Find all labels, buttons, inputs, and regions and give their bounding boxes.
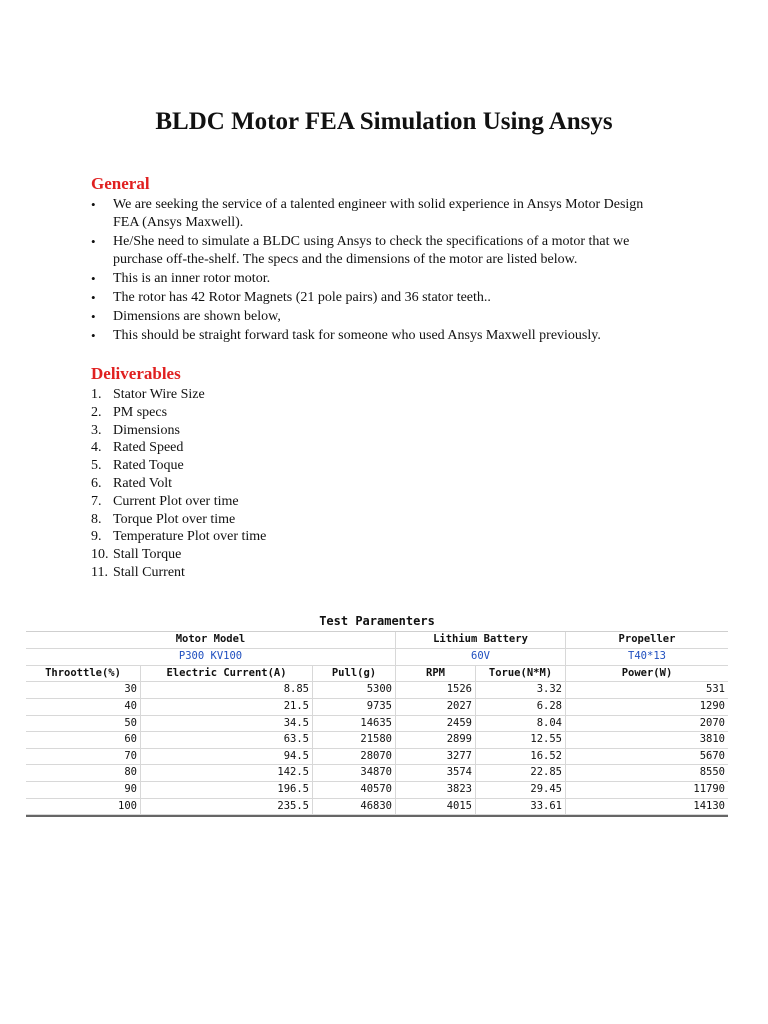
table-cell: 3574 — [396, 765, 476, 781]
deliverable-text: Temperature Plot over time — [113, 529, 267, 545]
col-pull: Pull(g) — [313, 666, 396, 682]
table-cell: 22.85 — [476, 765, 566, 781]
col-torque: Torue(N*M) — [476, 666, 566, 682]
bullet-text: We are seeking the service of a talented engineer with solid experience in Ansys Motor Design FEA (Ansys Maxwell). — [113, 197, 644, 230]
deliverable-number: 11. — [91, 564, 108, 580]
deliverable-text: Stall Torque — [113, 547, 182, 563]
table-cell: 46830 — [313, 799, 396, 815]
table-cell: 2899 — [396, 732, 476, 748]
table-cell: 3810 — [699, 733, 725, 746]
deliverables-heading: Deliverables — [91, 364, 181, 383]
general-bullet-item — [91, 327, 671, 345]
table-cell: 8.04 — [476, 716, 566, 732]
group-propeller: Propeller — [618, 633, 676, 645]
table-row — [26, 699, 728, 716]
deliverables-list — [91, 386, 491, 582]
deliverable-item — [91, 564, 491, 582]
deliverable-number: 2. — [91, 404, 102, 420]
table-cell: 94.5 — [141, 749, 313, 765]
deliverable-number: 9. — [91, 529, 102, 545]
bullet-icon: • — [91, 309, 96, 324]
table-header-row — [26, 666, 728, 683]
deliverable-number: 8. — [91, 511, 102, 527]
table-cell: 40 — [26, 699, 141, 715]
group-lithium-battery: Lithium Battery — [396, 632, 566, 648]
deliverable-item — [91, 439, 491, 457]
table-cell: 8550 — [699, 766, 725, 779]
table-cell: 4015 — [396, 799, 476, 815]
table-cell: 2459 — [396, 716, 476, 732]
table-cell: 1290 — [699, 699, 725, 712]
table-cell: 6.28 — [476, 699, 566, 715]
table-cell: 3277 — [396, 749, 476, 765]
table-cell: 14130 — [693, 799, 725, 812]
table-cell: 16.52 — [476, 749, 566, 765]
test-parameters-table — [26, 612, 728, 812]
table-cell: 3.32 — [476, 682, 566, 698]
motor-model-value: P300 KV100 — [26, 649, 396, 665]
col-rpm: RPM — [396, 666, 476, 682]
table-row — [26, 732, 728, 749]
table-group-row — [26, 632, 728, 649]
deliverable-item — [91, 386, 491, 404]
deliverable-number: 5. — [91, 458, 102, 474]
table-cell: 34.5 — [141, 716, 313, 732]
table-cell: 235.5 — [141, 799, 313, 815]
deliverable-text: Rated Volt — [113, 475, 172, 491]
bullet-icon: • — [91, 328, 96, 343]
table-title: Test Paramenters — [26, 612, 728, 632]
table-cell: 5670 — [699, 749, 725, 762]
table-cell: 29.45 — [476, 782, 566, 798]
bullet-text: The rotor has 42 Rotor Magnets (21 pole pairs) and 36 stator teeth.. — [113, 290, 491, 305]
page-title: BLDC Motor FEA Simulation Using Ansys — [155, 108, 613, 135]
deliverable-number: 6. — [91, 475, 102, 491]
table-cell: 142.5 — [141, 765, 313, 781]
table-row — [26, 782, 728, 799]
bullet-text: He/She need to simulate a BLDC using Ansys to check the specifications of a motor that we purchase off-the-shelf. The specs and the dimensions of the motor are listed below. — [113, 234, 630, 267]
general-heading: General — [91, 174, 150, 193]
bullet-icon: • — [91, 271, 96, 286]
table-cell: 8.85 — [141, 682, 313, 698]
table-cell: 9735 — [313, 699, 396, 715]
deliverable-text: Rated Speed — [113, 440, 184, 456]
bullet-text: This is an inner rotor motor. — [113, 271, 271, 286]
bullet-text: Dimensions are shown below, — [113, 309, 281, 324]
deliverable-number: 4. — [91, 440, 102, 456]
table-cell: 50 — [26, 716, 141, 732]
propeller-value: T40*13 — [628, 649, 666, 662]
table-row — [26, 716, 728, 733]
table-cell: 80 — [26, 765, 141, 781]
group-motor-model: Motor Model — [26, 632, 396, 648]
table-cell: 3823 — [396, 782, 476, 798]
deliverable-number: 10. — [91, 547, 109, 563]
deliverable-text: Torque Plot over time — [113, 511, 236, 527]
deliverable-text: Rated Toque — [113, 458, 184, 474]
deliverable-text: PM specs — [113, 404, 168, 420]
table-sub-row — [26, 649, 728, 666]
table-row — [26, 765, 728, 782]
table-cell: 1526 — [396, 682, 476, 698]
bullet-text: This should be straight forward task for someone who used Ansys Maxwell previously. — [113, 328, 601, 343]
table-cell: 21.5 — [141, 699, 313, 715]
table-cell: 28070 — [313, 749, 396, 765]
bullet-icon: • — [91, 234, 96, 249]
general-bullet-item — [91, 289, 671, 307]
deliverable-number: 7. — [91, 493, 102, 509]
table-cell: 531 — [706, 683, 725, 696]
general-bullet-item — [91, 233, 671, 269]
deliverable-item — [91, 511, 491, 529]
table-cell: 2027 — [396, 699, 476, 715]
col-throttle: Throottle(%) — [26, 666, 141, 682]
battery-value: 60V — [396, 649, 566, 665]
table-cell: 90 — [26, 782, 141, 798]
general-bullet-item — [91, 308, 671, 326]
table-row — [26, 749, 728, 766]
deliverable-text: Stator Wire Size — [113, 387, 205, 402]
deliverable-text: Current Plot over time — [113, 493, 239, 509]
bullet-icon: • — [91, 290, 96, 305]
table-cell: 5300 — [313, 682, 396, 698]
table-bottom-rule — [26, 815, 728, 817]
deliverable-text: Stall Current — [113, 564, 185, 580]
deliverable-text: Dimensions — [113, 422, 180, 438]
table-cell: 100 — [26, 799, 141, 815]
table-cell: 12.55 — [476, 732, 566, 748]
bullet-icon: • — [91, 197, 96, 212]
table-cell: 40570 — [313, 782, 396, 798]
table-body — [26, 682, 728, 815]
table-cell: 63.5 — [141, 732, 313, 748]
deliverable-item — [91, 404, 491, 422]
table-cell: 34870 — [313, 765, 396, 781]
table-cell: 2070 — [699, 716, 725, 729]
table-cell: 14635 — [313, 716, 396, 732]
deliverable-item — [91, 528, 491, 546]
col-current: Electric Current(A) — [141, 666, 313, 682]
deliverable-item — [91, 422, 491, 440]
general-bullet-item — [91, 196, 671, 232]
deliverable-number: 1. — [91, 387, 102, 402]
deliverable-item — [91, 457, 491, 475]
deliverable-item — [91, 475, 491, 493]
table-row — [26, 682, 728, 699]
table-cell: 70 — [26, 749, 141, 765]
general-bullet-item — [91, 270, 671, 288]
table-cell: 30 — [26, 682, 141, 698]
table-row — [26, 799, 728, 816]
table-cell: 11790 — [693, 782, 725, 795]
deliverable-number: 3. — [91, 422, 102, 438]
deliverable-item — [91, 493, 491, 511]
table-cell: 33.61 — [476, 799, 566, 815]
table-cell: 60 — [26, 732, 141, 748]
col-power: Power(W) — [621, 666, 673, 679]
general-bullet-list — [91, 196, 671, 346]
deliverable-item — [91, 546, 491, 564]
table-cell: 196.5 — [141, 782, 313, 798]
table-cell: 21580 — [313, 732, 396, 748]
